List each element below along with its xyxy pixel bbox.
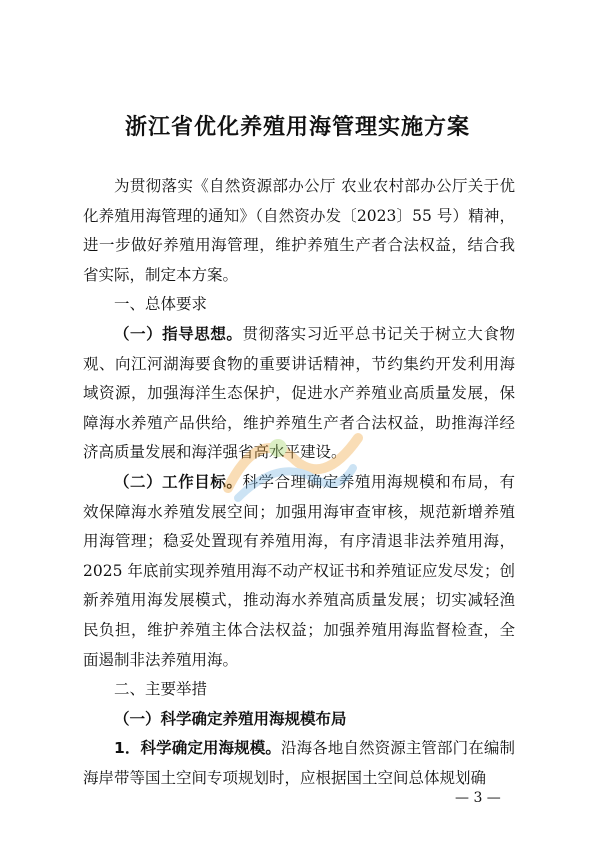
guiding-thought-label: （一）指导思想。 — [114, 324, 243, 343]
subsection-heading: （一）科学确定养殖用海规模布局 — [114, 709, 347, 728]
document-title: 浙江省优化养殖用海管理实施方案 — [124, 114, 470, 140]
item1-label: 1．科学确定用海规模。 — [114, 739, 281, 758]
section2-heading: 二、主要举措 — [114, 680, 208, 699]
intro-paragraph: 为贯彻落实《自然资源部办公厅 农业农村部办公厅关于优化养殖用海管理的通知》（自然资办发〔2023〕55 号）精神，进一步做好养殖用海管理，维护养殖生产者合法权益，结合我省实际，制定本方案。 — [83, 177, 515, 284]
page-number: — 3 — — [455, 790, 501, 806]
watermark-logo — [218, 418, 368, 508]
guiding-thought-text: 贯彻落实习近平总书记关于树立大食物观、向江河湖海要食物的重要讲话精神，节约集约开发利用海域资源，加强海洋生态保护，促进水产养殖业高质量发展，保障海水养殖产品供给，维护养殖生产者合法权益，助推海洋经济高质量发展和海洋强省高水平建设。 — [83, 324, 515, 462]
work-goal-text: 科学合理确定养殖用海规模和布局，有效保障海水养殖发展空间；加强用海审查审核，规范新增养殖用海管理；稳妥处置现有养殖用海，有序清退非法养殖用海，2025 年底前实现养殖用海不动产权证书和养殖证应发尽发；创新养殖用海发展模式，推动海水养殖高质量发展；切实减轻渔民负担，维护养殖主体合法权益；加强养殖用海监督检查，全面遏制非法养殖用海。 — [83, 472, 515, 669]
item1-paragraph — [83, 734, 515, 793]
item1-text: 沿海各地自然资源主管部门在编制海岸带等国土空间专项规划时，应根据国土空间总体规划确 — [83, 739, 515, 787]
section1-heading: 一、总体要求 — [114, 295, 208, 314]
work-goal-label: （二）工作目标。 — [114, 472, 243, 491]
